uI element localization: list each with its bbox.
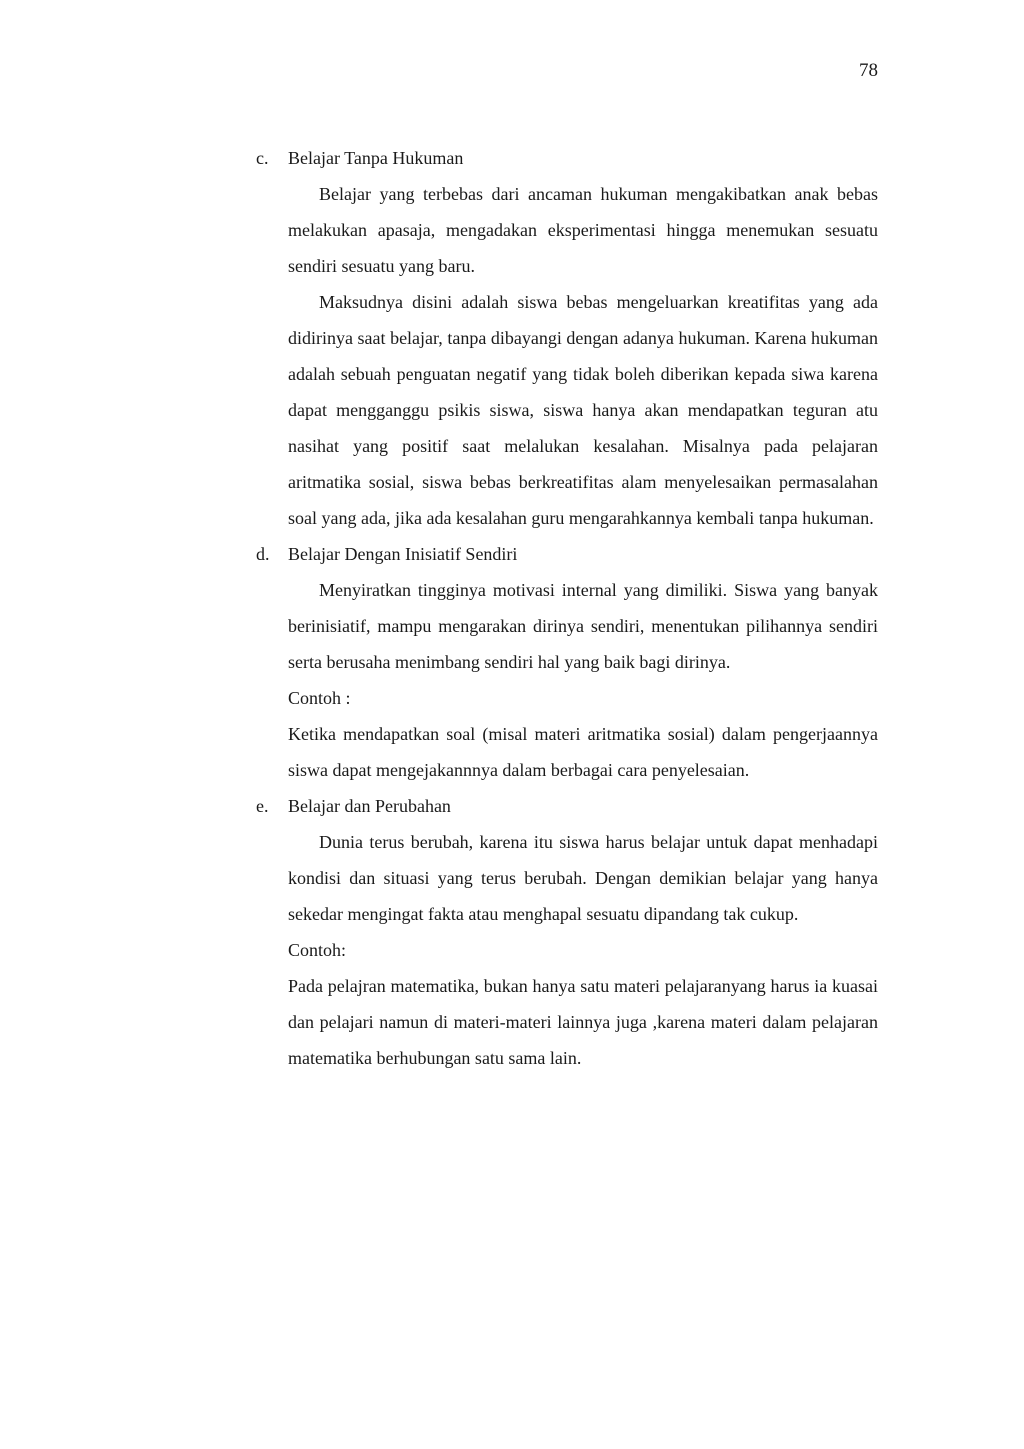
example-text: Pada pelajran matematika, bukan hanya satu materi pelajaranyang harus ia kuasai dan pelajari namun di materi-materi lainnya juga ,karena materi dalam pelajaran matematika berhubungan satu sama lain. [288,976,878,1068]
paragraph: Belajar yang terbebas dari ancaman hukuman mengakibatkan anak bebas melakukan apasaja, mengadakan eksperimentasi hingga menemukan sesuatu sendiri sesuatu yang baru. [288,184,878,276]
section-c [256,140,878,536]
paragraph: Maksudnya disini adalah siswa bebas mengeluarkan kreatifitas yang ada didirinya saat belajar, tanpa dibayangi dengan adanya hukuman. Karena hukuman adalah sebuah penguatan negatif yang tidak boleh diberikan kepada siwa karena dapat mengganggu psikis siswa, siswa hanya akan mendapatkan teguran atu nasihat yang positif saat melalukan kesalahan. Misalnya pada pelajaran aritmatika sosial, siswa bebas berkreatifitas alam menyelesaikan permasalahan soal yang ada, jika ada kesalahan guru mengarahkannya kembali tanpa hukuman. [288,292,878,528]
section-title: Belajar dan Perubahan [288,795,451,816]
section-heading [256,536,878,572]
page-body [256,140,878,1076]
section-d [256,536,878,788]
paragraph: Dunia terus berubah, karena itu siswa harus belajar untuk dapat menhadapi kondisi dan situasi yang terus berubah. Dengan demikian belajar yang hanya sekedar mengingat fakta atau menghapal sesuatu dipandang tak cukup. [288,832,878,924]
paragraph: Menyiratkan tingginya motivasi internal yang dimiliki. Siswa yang banyak berinisiatif, mampu mengarakan dirinya sendiri, menentukan pilihannya sendiri serta berusaha menimbang sendiri hal yang baik bagi dirinya. [288,580,878,672]
example-label: Contoh: [288,940,347,960]
section-letter: d. [256,543,270,564]
section-title: Belajar Dengan Inisiatif Sendiri [288,543,518,564]
example-text: Ketika mendapatkan soal (misal materi aritmatika sosial) dalam pengerjaannya siswa dapat mengejakannnya dalam berbagai cara penyelesaian. [288,724,878,780]
section-heading [256,140,878,176]
section-body [288,824,878,1076]
section-heading [256,788,878,824]
page-number: 78 [859,60,878,81]
example-label: Contoh : [288,688,351,708]
section-title: Belajar Tanpa Hukuman [288,147,464,168]
section-letter: e. [256,795,269,816]
section-letter: c. [256,147,269,168]
section-e [256,788,878,1076]
section-body [288,176,878,536]
section-body [288,572,878,788]
